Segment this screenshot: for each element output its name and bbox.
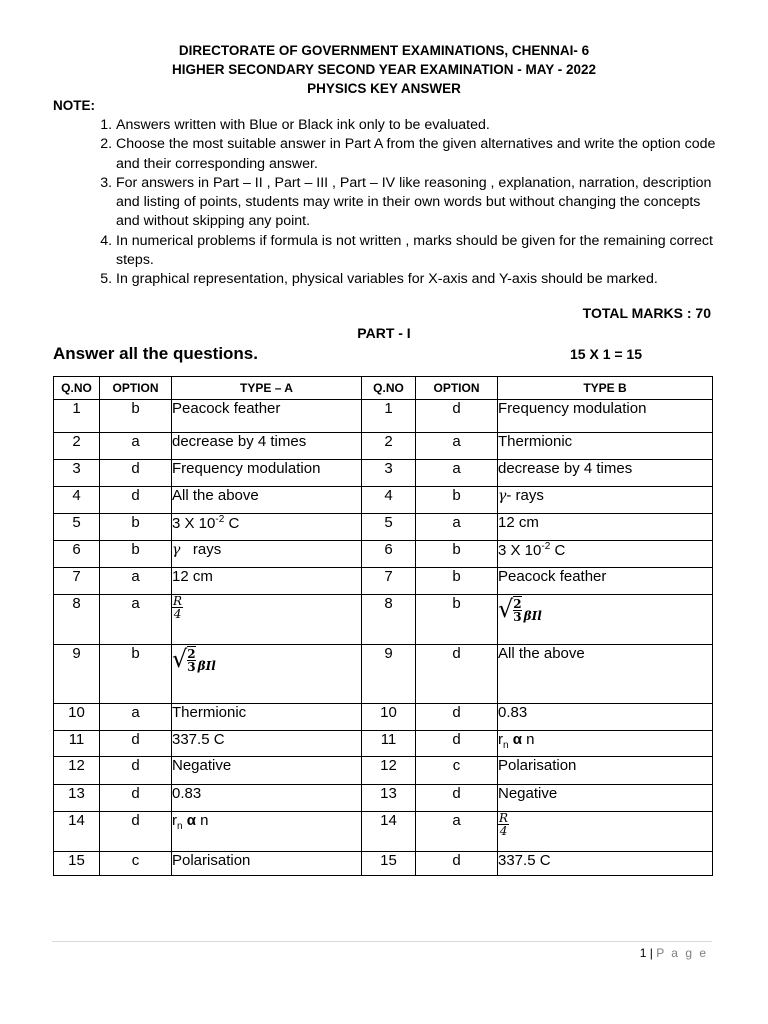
header-line-2: HIGHER SECONDARY SECOND YEAR EXAMINATION - MAY - 2022 xyxy=(171,62,597,77)
option-b: a xyxy=(416,812,498,852)
answer-a: 12 cm xyxy=(172,568,362,595)
answer-a xyxy=(172,645,362,704)
numerator: R xyxy=(173,594,183,608)
qno-b: 5 xyxy=(362,514,416,541)
qno-b: 8 xyxy=(362,595,416,645)
note-item: 3. For answers in Part – II , Part – III , Part – IV like reasoning , explanation, narration, description and listing of points, students may write in their own words but without changing the concepts and without skipping any point. xyxy=(116,174,726,232)
table-row xyxy=(54,731,713,757)
coulomb-base: 3 X 10 xyxy=(172,515,216,532)
option-b: d xyxy=(416,645,498,704)
qno-b: 3 xyxy=(362,460,416,487)
answer-b: All the above xyxy=(498,645,713,704)
qno-a: 9 xyxy=(54,645,100,704)
qno-b: 1 xyxy=(362,400,416,433)
qno-a: 6 xyxy=(54,541,100,568)
denominator: 4 xyxy=(173,607,182,621)
answer-a xyxy=(172,595,362,645)
answer-b: Polarisation xyxy=(498,757,713,785)
qno-b: 14 xyxy=(362,812,416,852)
answer-a: Peacock feather xyxy=(172,400,362,433)
answer-a xyxy=(172,514,362,541)
note-label: NOTE: xyxy=(53,98,95,113)
page-separator: | xyxy=(649,946,653,960)
fraction-2-over-3: 2 3 xyxy=(513,597,522,624)
option-a: b xyxy=(100,514,172,541)
header-line-1: DIRECTORATE OF GOVERNMENT EXAMINATIONS, CHENNAI- 6 xyxy=(178,43,590,58)
answer-b xyxy=(498,595,713,645)
col-header-option-a: OPTION xyxy=(100,377,172,400)
option-a: b xyxy=(100,400,172,433)
answer-a: 337.5 C xyxy=(172,731,362,757)
answer-a: Negative xyxy=(172,757,362,785)
note-item: 1. Answers written with Blue or Black ink only to be evaluated. xyxy=(116,116,726,135)
table-row xyxy=(54,852,713,876)
answer-a: Polarisation xyxy=(172,852,362,876)
coulomb-exponent: -2 xyxy=(541,541,551,552)
answer-b xyxy=(498,487,713,514)
table-header-row xyxy=(54,377,713,400)
qno-b: 7 xyxy=(362,568,416,595)
option-b: d xyxy=(416,852,498,876)
coulomb-exponent: -2 xyxy=(215,514,225,525)
table-row xyxy=(54,487,713,514)
fraction-r-over-4 xyxy=(498,812,509,837)
answer-a: 0.83 xyxy=(172,785,362,812)
answer-b: 12 cm xyxy=(498,514,713,541)
col-header-type-b: TYPE B xyxy=(498,377,713,400)
total-marks: TOTAL MARKS : 70 xyxy=(582,305,711,321)
gamma-symbol: 𝛾 xyxy=(498,488,507,504)
option-a: d xyxy=(100,812,172,852)
qno-a: 14 xyxy=(54,812,100,852)
option-a: a xyxy=(100,595,172,645)
option-b: b xyxy=(416,595,498,645)
qno-a: 1 xyxy=(54,400,100,433)
option-b: d xyxy=(416,704,498,731)
option-b: d xyxy=(416,400,498,433)
table-row xyxy=(54,785,713,812)
sqrt-sign: √ xyxy=(172,645,188,673)
option-b: a xyxy=(416,460,498,487)
answer-b: 337.5 C xyxy=(498,852,713,876)
qno-b: 11 xyxy=(362,731,416,757)
qno-b: 2 xyxy=(362,433,416,460)
option-a: a xyxy=(100,433,172,460)
note-item: 4. In numerical problems if formula is not written , marks should be given for the remaining correct steps. xyxy=(116,232,726,271)
alpha-symbol: α xyxy=(186,812,196,829)
option-a: d xyxy=(100,731,172,757)
beta-i-l: βIl xyxy=(523,609,542,623)
table-row xyxy=(54,595,713,645)
instruction-heading: Answer all the questions. xyxy=(53,344,258,363)
option-a: c xyxy=(100,852,172,876)
sqrt-expression xyxy=(172,645,216,673)
coulomb-unit: C xyxy=(224,515,240,532)
qno-a: 3 xyxy=(54,460,100,487)
answer-a: Thermionic xyxy=(172,704,362,731)
table-row xyxy=(54,812,713,852)
option-b: b xyxy=(416,487,498,514)
table-row xyxy=(54,514,713,541)
qno-b: 15 xyxy=(362,852,416,876)
document-title: PHYSICS KEY ANSWER xyxy=(307,81,461,96)
qno-a: 15 xyxy=(54,852,100,876)
rays-text: - rays xyxy=(506,487,544,504)
option-b: d xyxy=(416,731,498,757)
marks-scheme: 15 X 1 = 15 xyxy=(570,346,643,362)
qno-b: 13 xyxy=(362,785,416,812)
notes-list xyxy=(98,116,726,290)
note-item: 5. In graphical representation, physical variables for X-axis and Y-axis should be marked. xyxy=(116,270,726,289)
answer-b: Thermionic xyxy=(498,433,713,460)
option-a: d xyxy=(100,757,172,785)
beta-i-l: βIl xyxy=(197,659,216,673)
qno-a: 8 xyxy=(54,595,100,645)
answer-b: Negative xyxy=(498,785,713,812)
page-label: P a g e xyxy=(656,946,708,960)
alpha-symbol: α xyxy=(512,731,522,748)
rays-text: rays xyxy=(180,541,222,558)
qno-a: 13 xyxy=(54,785,100,812)
sqrt-sign: √ xyxy=(498,595,514,623)
page-footer xyxy=(640,946,708,960)
answer-b: Frequency modulation xyxy=(498,400,713,433)
option-b: b xyxy=(416,541,498,568)
answer-b xyxy=(498,541,713,568)
answer-a: All the above xyxy=(172,487,362,514)
qno-a: 12 xyxy=(54,757,100,785)
qno-b: 10 xyxy=(362,704,416,731)
table-row xyxy=(54,433,713,460)
qno-b: 9 xyxy=(362,645,416,704)
option-a: a xyxy=(100,568,172,595)
coulomb-base: 3 X 10 xyxy=(498,542,542,559)
note-item: 2. Choose the most suitable answer in Part A from the given alternatives and write the option code and their corresponding answer. xyxy=(116,135,726,174)
option-a: b xyxy=(100,645,172,704)
col-header-qno-b: Q.NO xyxy=(362,377,416,400)
col-header-qno-a: Q.NO xyxy=(54,377,100,400)
table-row xyxy=(54,757,713,785)
option-a: b xyxy=(100,541,172,568)
coulomb-unit: C xyxy=(550,542,566,559)
option-a: d xyxy=(100,785,172,812)
table-row xyxy=(54,541,713,568)
answer-a xyxy=(172,541,362,568)
table-row xyxy=(54,568,713,595)
part-heading: PART - I xyxy=(357,325,411,341)
gamma-symbol: 𝛾 xyxy=(172,542,181,558)
qno-b: 6 xyxy=(362,541,416,568)
qno-a: 7 xyxy=(54,568,100,595)
qno-a: 11 xyxy=(54,731,100,757)
denominator: 4 xyxy=(499,824,508,838)
sqrt-expression xyxy=(498,595,542,623)
table-row xyxy=(54,704,713,731)
option-b: c xyxy=(416,757,498,785)
col-header-type-a: TYPE – A xyxy=(172,377,362,400)
qno-a: 4 xyxy=(54,487,100,514)
option-a: d xyxy=(100,460,172,487)
qno-a: 5 xyxy=(54,514,100,541)
table-row xyxy=(54,400,713,433)
numerator: R xyxy=(499,811,509,825)
answer-key-table xyxy=(53,376,713,876)
qno-b: 12 xyxy=(362,757,416,785)
answer-a: $r_n$ α n xyxy=(172,812,362,852)
answer-b: 0.83 xyxy=(498,704,713,731)
answer-a: decrease by 4 times xyxy=(172,433,362,460)
answer-b: $r_n$ α n xyxy=(498,731,713,757)
option-b: d xyxy=(416,785,498,812)
option-a: a xyxy=(100,704,172,731)
col-header-option-b: OPTION xyxy=(416,377,498,400)
option-b: b xyxy=(416,568,498,595)
answer-b: Peacock feather xyxy=(498,568,713,595)
table-row xyxy=(54,645,713,704)
fraction-2-over-3: 2 3 xyxy=(187,647,196,674)
qno-a: 10 xyxy=(54,704,100,731)
footer-divider xyxy=(52,941,712,942)
answer-b: decrease by 4 times xyxy=(498,460,713,487)
qno-a: 2 xyxy=(54,433,100,460)
table-row xyxy=(54,460,713,487)
qno-b: 4 xyxy=(362,487,416,514)
answer-b xyxy=(498,812,713,852)
option-a: d xyxy=(100,487,172,514)
fraction-r-over-4 xyxy=(172,595,183,620)
page-number: 1 xyxy=(639,946,647,960)
option-b: a xyxy=(416,433,498,460)
option-b: a xyxy=(416,514,498,541)
answer-a: Frequency modulation xyxy=(172,460,362,487)
